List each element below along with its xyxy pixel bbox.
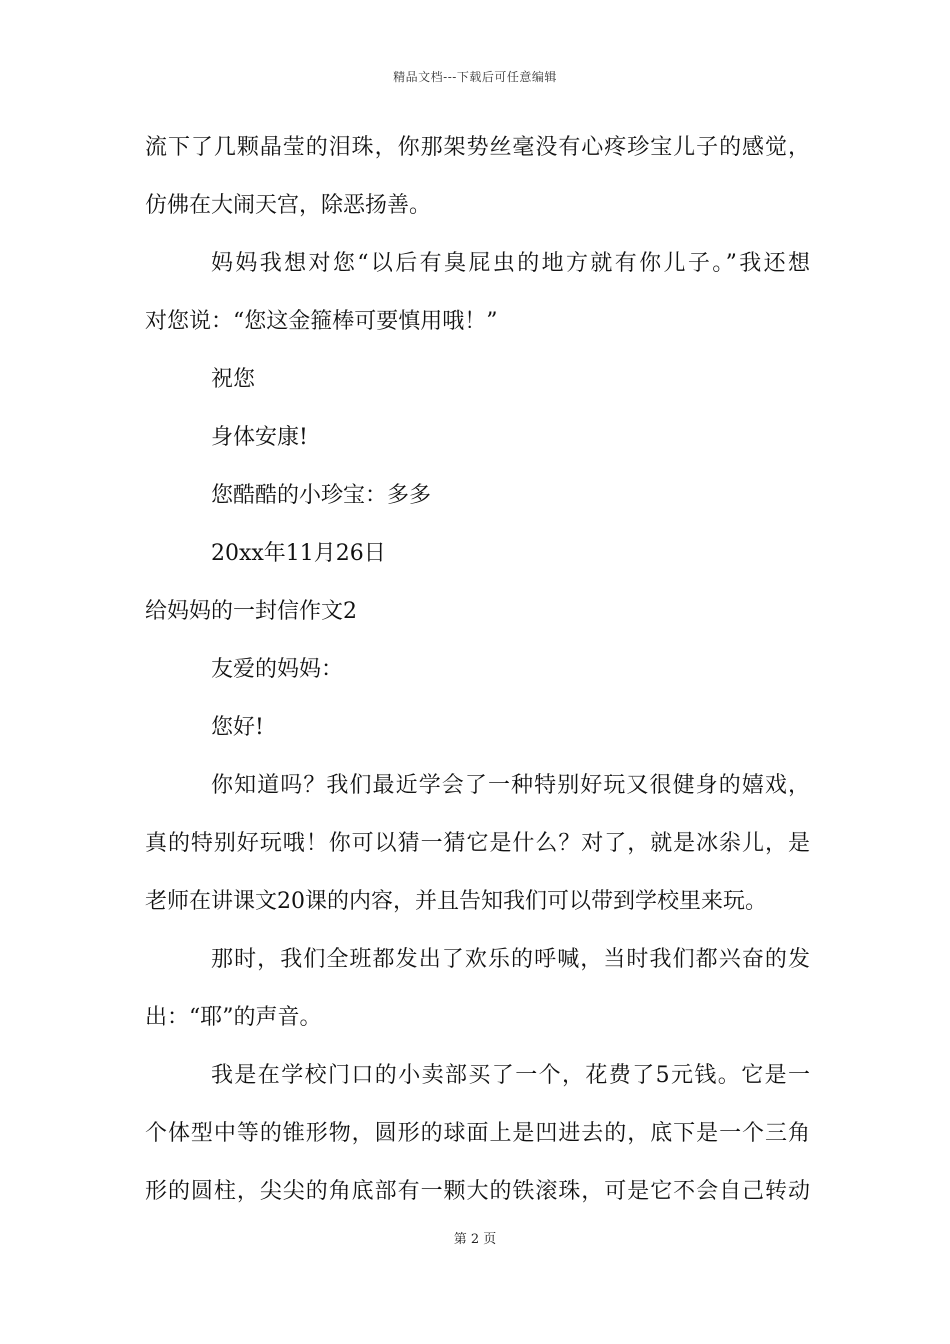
text-line: 祝您 — [211, 367, 256, 392]
text-line: 我是在学校门口的小卖部买了一个，花费了5元钱。它是一 — [211, 1063, 810, 1088]
text-line: 给妈妈的一封信作文2 — [145, 599, 357, 624]
text-line: 您酷酷的小珍宝：多多 — [211, 483, 432, 508]
document-body — [145, 128, 810, 1230]
text-line: 出：“耶”的声音。 — [145, 1005, 322, 1030]
text-line: 你知道吗？我们最近学会了一种特别好玩又很健身的嬉戏， — [211, 773, 810, 798]
text-line: 妈妈我想对您“以后有臭屁虫的地方就有你儿子。”我还想 — [211, 251, 810, 276]
text-line: 身体安康! — [211, 425, 308, 450]
text-line: 老师在讲课文20课的内容，并且告知我们可以带到学校里来玩。 — [145, 889, 767, 914]
page-number: 第 2 页 — [453, 1232, 497, 1247]
text-line: 您好! — [211, 715, 264, 740]
text-line: 形的圆柱，尖尖的角底部有一颗大的铁滚珠，可是它不会自己转动 — [145, 1179, 810, 1204]
text-line: 那时，我们全班都发出了欢乐的呼喊，当时我们都兴奋的发 — [211, 947, 810, 972]
text-line: 友爱的妈妈： — [211, 657, 344, 682]
text-line: 仿佛在大闹天宫，除恶扬善。 — [145, 193, 432, 218]
text-line: 流下了几颗晶莹的泪珠，你那架势丝毫没有心疼珍宝儿子的感觉， — [145, 135, 810, 160]
text-line: 20xx年11月26日 — [211, 541, 386, 566]
text-line: 对您说：“您这金箍棒可要慎用哦！” — [145, 309, 498, 334]
text-line: 真的特别好玩哦！你可以猜一猜它是什么？对了，就是冰尜儿，是 — [145, 831, 810, 856]
text-line: 个体型中等的锥形物，圆形的球面上是凹进去的，底下是一个三角 — [145, 1121, 810, 1146]
page-header: 精品文档---下载后可任意编辑 — [393, 70, 557, 84]
